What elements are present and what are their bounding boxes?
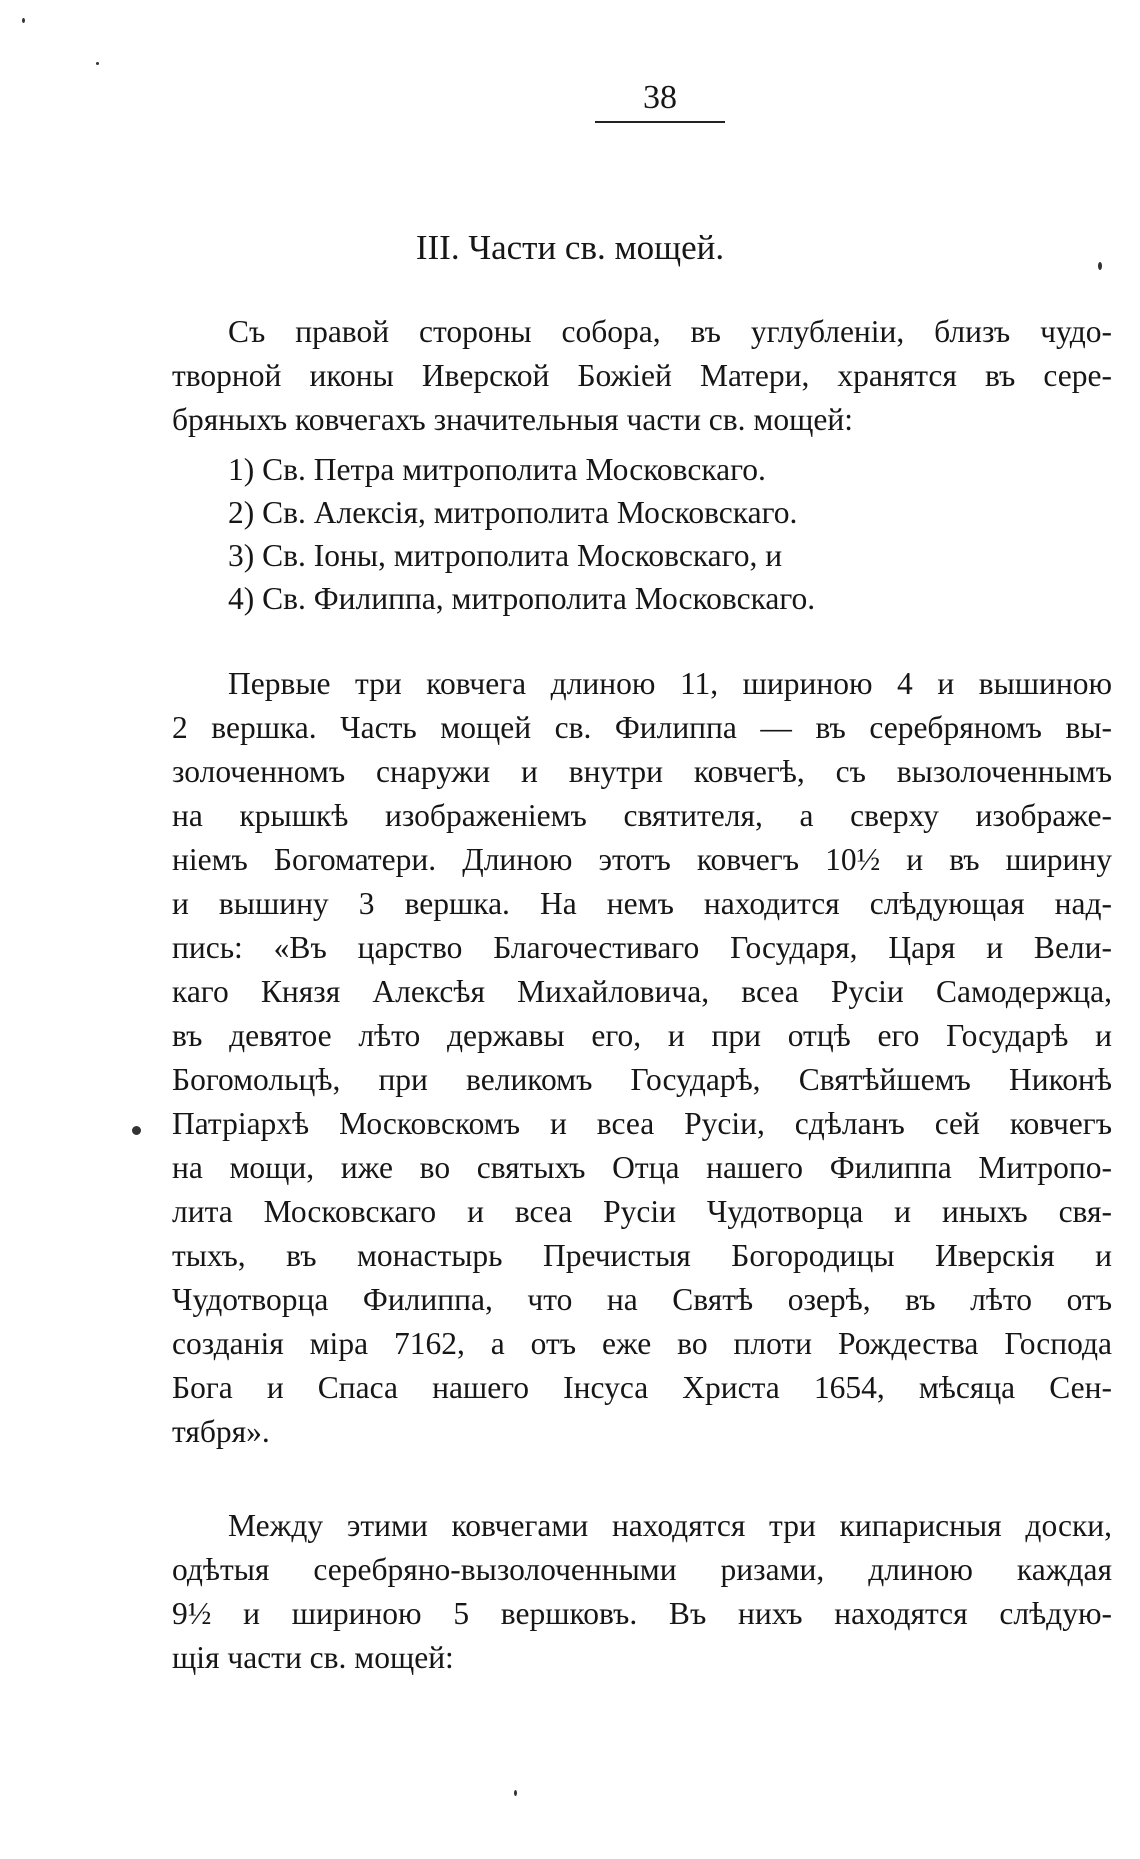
text-line: на мощи, иже во святыхъ Отца нашего Филиппа Митропо- [172,1150,1112,1185]
paragraph-reliquaries [172,662,1112,1454]
text-line: Между этими ковчегами находятся три кипарисныя доски, [228,1508,1112,1543]
page-number: 38 [643,79,677,116]
text-line: Богомольцѣ, при великомъ Государѣ, Святѣйшемъ Никонѣ [172,1062,1112,1097]
text-line: золоченномъ снаружи и внутри ковчегѣ, съ вызолоченнымъ [172,754,1112,789]
text-line: 9½ и шириною 5 вершковъ. Въ нихъ находятся слѣдую- [172,1596,1112,1631]
text-line: тября». [172,1414,270,1449]
text-line: Чудотворца Филиппа, что на Святѣ озерѣ, въ лѣто отъ [172,1282,1112,1317]
text-line: 2 вершка. Часть мощей св. Филиппа — въ серебряномъ вы- [172,710,1112,745]
list-item: 4) Св. Филиппа, митрополита Московскаго. [228,581,816,616]
relics-list [228,448,1108,620]
scan-speck [1098,262,1102,270]
section-title: III. Части св. мощей. [415,228,725,267]
text-line: пись: «Въ царство Благочестиваго Государя, Царя и Вели- [172,930,1112,965]
text-line: каго Князя Алексѣя Михайловича, всеа Русіи Самодержца, [172,974,1112,1009]
list-item: 1) Св. Петра митрополита Московскаго. [228,452,766,487]
scan-speck [96,62,99,65]
text-line: созданія міра 7162, а отъ еже во плоти Рождества Господа [172,1326,1112,1361]
text-line: Съ правой стороны собора, въ углубленіи, близъ чудо- [228,314,1112,349]
scan-speck [132,1126,141,1135]
list-item: 2) Св. Алексія, митрополита Московскаго. [228,495,798,530]
scan-speck [22,18,25,23]
text-line: бряныхъ ковчегахъ значительныя части св. мощей: [172,402,853,437]
text-line: Первые три ковчега длиною 11, шириною 4 и вышиною [228,666,1112,701]
paragraph-cypress-boards [172,1504,1112,1680]
text-line: щія части св. мощей: [172,1640,454,1675]
text-line: творной иконы Иверской Божіей Матери, хранятся въ сере- [172,358,1112,393]
text-line: Бога и Спаса нашего Інсуса Христа 1654, мѣсяца Сен- [172,1370,1112,1405]
text-line: тыхъ, въ монастырь Пречистыя Богородицы Иверскія и [172,1238,1112,1273]
text-line: Патріархѣ Московскомъ и всеа Русіи, сдѣланъ сей ковчегъ [172,1106,1112,1141]
text-line: ніемъ Богоматери. Длиною этотъ ковчегъ 10½ и въ ширину [172,842,1112,877]
scan-speck [514,1790,517,1796]
paragraph-intro [172,310,1112,442]
text-line: одѣтыя серебряно-вызолоченными ризами, длиною каждая [172,1552,1112,1587]
page-number-rule [595,121,725,123]
text-line: на крышкѣ изображеніемъ святителя, а сверху изображе- [172,798,1112,833]
list-item: 3) Св. Іоны, митрополита Московскаго, и [228,538,783,573]
text-line: и вышину 3 вершка. На немъ находится слѣдующая над- [172,886,1112,921]
text-line: въ девятое лѣто державы его, и при отцѣ его Государѣ и [172,1018,1112,1053]
text-line: лита Московскаго и всеа Русіи Чудотворца и иныхъ свя- [172,1194,1112,1229]
